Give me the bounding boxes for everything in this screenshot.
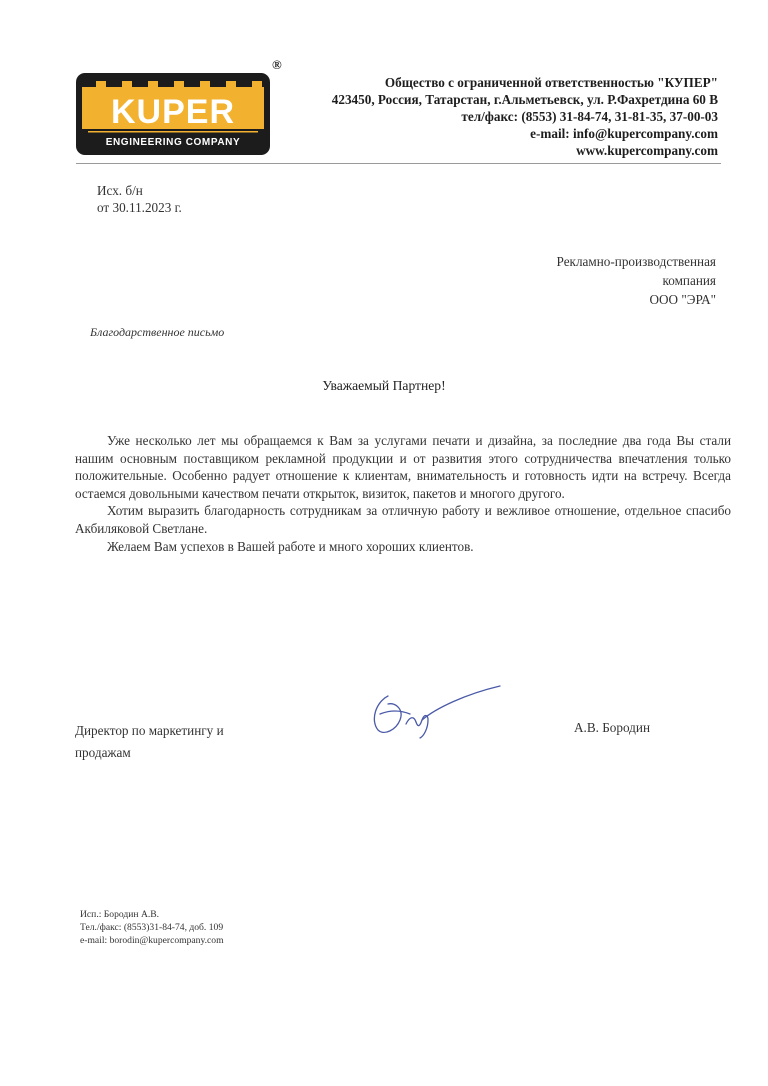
- logo-subtitle: ENGINEERING COMPANY: [105, 137, 241, 148]
- company-website: www.kupercompany.com: [576, 143, 718, 158]
- salutation: Уважаемый Партнер!: [322, 378, 446, 393]
- company-name: Общество с ограниченной ответственностью "КУПЕР": [384, 75, 718, 90]
- kuper-logo: [76, 73, 270, 155]
- recipient-line-3: ООО "ЭРА": [649, 292, 716, 307]
- executor-email: e-mail: borodin@kupercompany.com: [80, 935, 224, 946]
- executor-name: Исп.: Бородин А.В.: [80, 909, 160, 920]
- handwritten-signature: [366, 680, 506, 740]
- outgoing-number: Исх. б/н: [97, 183, 143, 198]
- body-paragraph-2: Хотим выразить благодарность сотрудникам за отличную работу и вежливое отношение, отдельное спасибо Акбиляковой Светлане.: [75, 503, 731, 536]
- letter-body: [75, 432, 731, 555]
- company-address: 423450, Россия, Татарстан, г.Альметьевск, ул. Р.Фахретдина 60 В: [331, 92, 718, 107]
- header-divider: [76, 163, 721, 164]
- executor-phone: Тел./факс: (8553)31-84-74, доб. 109: [80, 922, 224, 933]
- document-type: Благодарственное письмо: [90, 325, 225, 339]
- signer-position-line-1: Директор по маркетингу и: [75, 723, 224, 738]
- signer-name: А.В. Бородин: [574, 720, 651, 735]
- signer-position-line-2: продажам: [75, 745, 131, 760]
- executor-info: [80, 908, 224, 947]
- company-header: [332, 74, 718, 159]
- recipient-block: [557, 252, 716, 309]
- recipient-line-2: компания: [662, 273, 716, 288]
- registered-mark: ®: [272, 57, 282, 72]
- company-phone: тел/факс: (8553) 31-84-74, 31-81-35, 37-00-03: [461, 109, 718, 124]
- recipient-line-1: Рекламно-производственная: [556, 254, 716, 269]
- logo-wordmark: KUPER: [110, 93, 236, 131]
- signer-position: [75, 720, 224, 764]
- outgoing-reference: [97, 182, 182, 216]
- company-email: e-mail: info@kupercompany.com: [530, 126, 718, 141]
- outgoing-date: от 30.11.2023 г.: [97, 200, 182, 215]
- body-paragraph-3: Желаем Вам успехов в Вашей работе и много хороших клиентов.: [107, 538, 474, 554]
- body-paragraph-1: Уже несколько лет мы обращаемся к Вам за услугами печати и дизайна, за последние два года Вы стали нашим основным поставщиком рекламной продукции и от развития этого сотрудничества впечатления только положительные. Особенно радует отношение к клиентам, внимательность и готовность идти на встречу. Всегда остаемся довольными качеством печати открыток, визиток, пакетов и многого другого.: [75, 433, 731, 501]
